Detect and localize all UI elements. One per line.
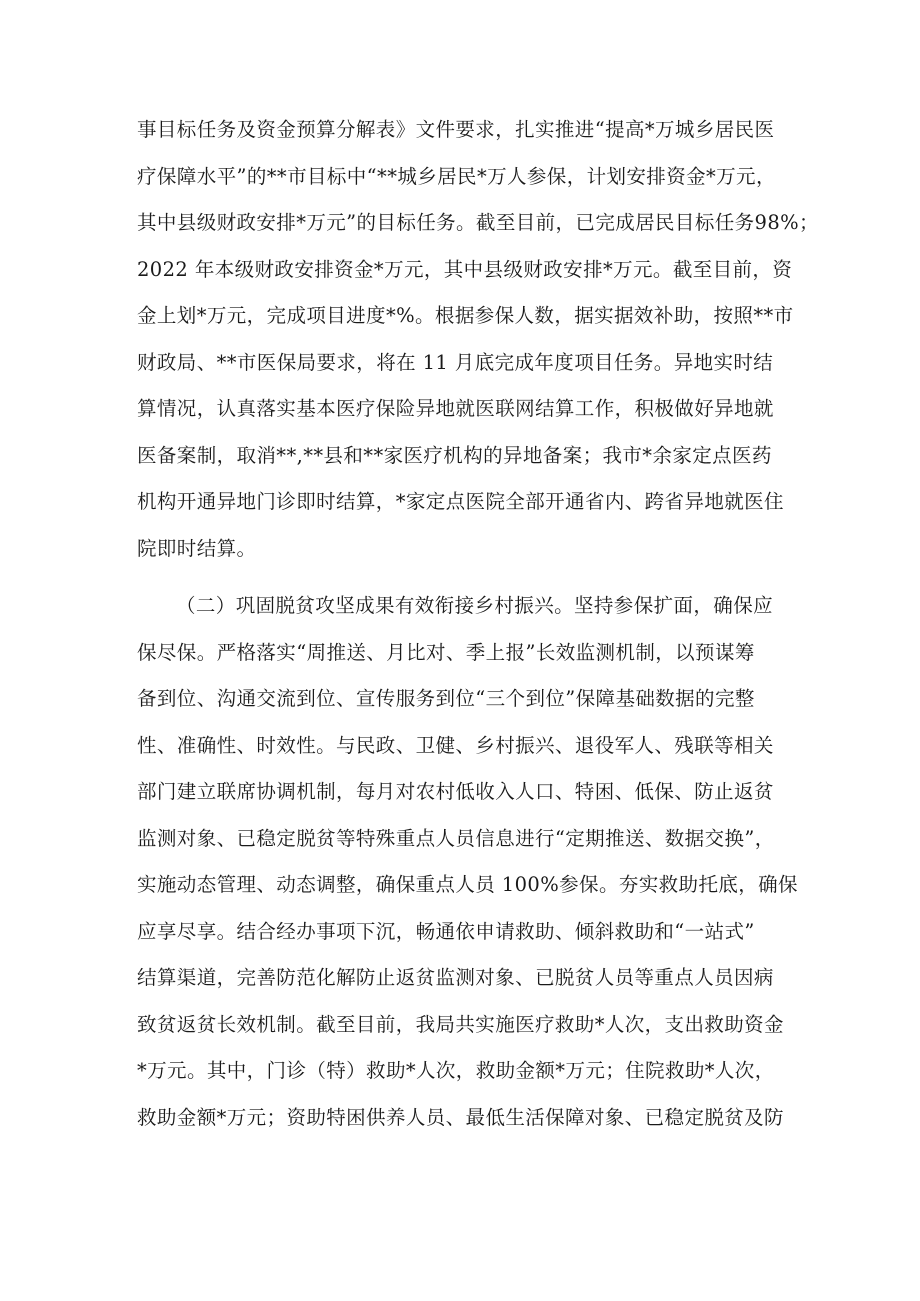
text-line: （二）巩固脱贫攻坚成果有效衔接乡村振兴。坚持参保扩面，确保应	[176, 594, 774, 617]
text-line: 致贫返贫长效机制。截至目前，我局共实施医疗救助*人次，支出救助资金	[137, 1013, 784, 1036]
text-line: 实施动态管理、动态调整，确保重点人员 100%参保。夯实救助托底，确保	[137, 873, 798, 896]
text-line: 2022 年本级财政安排资金*万元，其中县级财政安排*万元。截至目前，资	[137, 258, 793, 281]
text-line: 应享尽享。结合经办事项下沉，畅通依申请救助、倾斜救助和“一站式”	[137, 920, 755, 943]
text-line: *万元。其中，门诊（特）救助*人次，救助金额*万元；住院救助*人次，	[137, 1059, 775, 1082]
text-line: 院即时结算。	[137, 537, 257, 560]
text-line: 医备案制，取消**,**县和**家医疗机构的异地备案；我市*余家定点医药	[137, 444, 772, 467]
text-line: 财政局、**市医保局要求，将在 11 月底完成年度项目任务。异地实时结	[137, 351, 774, 374]
text-line: 保尽保。严格落实“周推送、月比对、季上报”长效监测机制，以预谋筹	[137, 641, 755, 664]
text-line: 疗保障水平”的**市目标中“**城乡居民*万人参保，计划安排资金*万元，	[137, 165, 776, 188]
text-line: 金上划*万元，完成项目进度*%。根据参保人数，据实据效补助，按照**市	[137, 304, 794, 327]
text-line: 部门建立联席协调机制，每月对农村低收入人口、特困、低保、防止返贫	[137, 780, 774, 803]
text-line: 机构开通异地门诊即时结算，*家定点医院全部开通省内、跨省异地就医住	[137, 490, 784, 513]
text-line: 其中县级财政安排*万元”的目标任务。截至目前，已完成居民目标任务98%；	[137, 211, 819, 234]
text-line: 事目标任务及资金预算分解表》文件要求，扎实推进“提高*万城乡居民医	[137, 118, 775, 141]
text-line: 救助金额*万元；资助特困供养人员、最低生活保障对象、已稳定脱贫及防	[137, 1106, 784, 1129]
text-line: 性、准确性、时效性。与民政、卫健、乡村振兴、退役军人、残联等相关	[137, 734, 774, 757]
text-line: 算情况，认真落实基本医疗保险异地就医联网结算工作，积极做好异地就	[137, 397, 774, 420]
text-line: 监测对象、已稳定脱贫等特殊重点人员信息进行“定期推送、数据交换”，	[137, 827, 775, 850]
text-line: 备到位、沟通交流到位、宣传服务到位“三个到位”保障基础数据的完整	[137, 687, 755, 710]
text-line: 结算渠道，完善防范化解防止返贫监测对象、已脱贫人员等重点人员因病	[137, 966, 774, 989]
